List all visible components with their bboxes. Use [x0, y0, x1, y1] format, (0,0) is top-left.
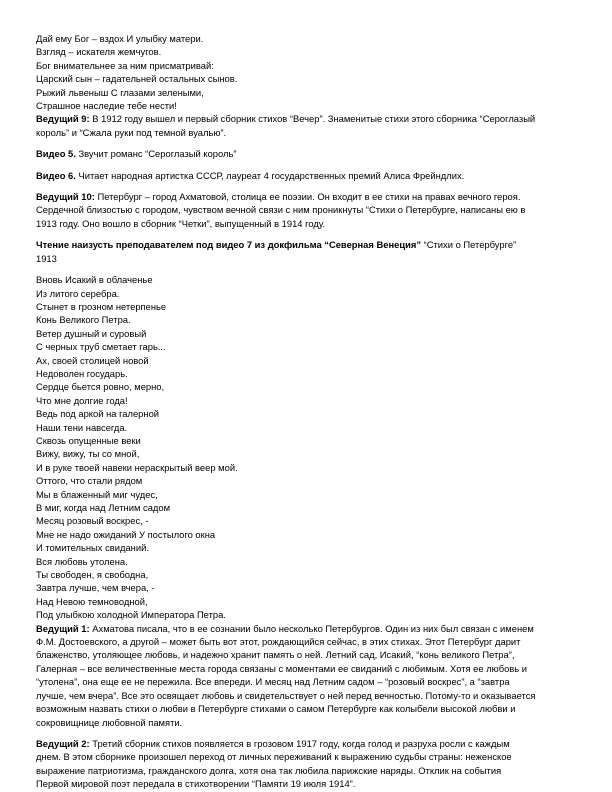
poem-line: Ты свободен, я свободна,	[36, 569, 149, 581]
poem-line: Конь Великого Петра.	[36, 314, 131, 326]
poem-line: Завтра лучше, чем вчера, -	[36, 582, 155, 594]
reading-title: “Стихи о Петербурге”	[421, 239, 517, 251]
reading-year: 1913	[36, 252, 57, 264]
poem-line: Над Невою темноводной,	[36, 595, 148, 607]
reading-bold: Чтение наизусть преподавателем под видео 7 из докфильма “Северная Венеция”	[36, 239, 422, 251]
video5-paragraph	[36, 147, 588, 160]
reading-heading	[36, 238, 588, 265]
paragraph-text: Звучит романс “Сероглазый король”	[75, 148, 237, 160]
video-label: Видео 5.	[36, 148, 76, 160]
paragraph-text: днем. В этом сборнике произошел переход от личных переживаний к выражению судьбы страны: неженское	[36, 751, 512, 763]
poem-line: Вся любовь утолена.	[36, 555, 128, 567]
poem-line: Наши тени навсегда.	[36, 421, 128, 433]
paragraph-text: сокровищнице любовной памяти.	[36, 716, 183, 728]
host10-paragraph	[36, 190, 588, 230]
poem-line: И томительных свиданий.	[36, 542, 149, 554]
poem-line: Сквозь опущенные веки	[36, 434, 141, 446]
poem-line: Что мне долгие года!	[36, 394, 128, 406]
paragraph-text: 1913 году. Оно вошло в сборник “Четки”, выпущенный в 1914 году.	[36, 217, 326, 229]
host9-paragraph	[36, 112, 588, 139]
opening-poem	[36, 32, 588, 112]
speaker-label: Ведущий 1:	[36, 622, 90, 634]
document-page	[36, 32, 588, 791]
paragraph-text: возможным назвать стихи о любви в Петербурге стихами о самом Петербурге как колыбели высокой любви и	[36, 703, 516, 715]
poem-line: Под улыбкою холодной Императора Петра.	[36, 609, 226, 621]
poem-line: Ведь под аркой на галерной	[36, 408, 160, 420]
paragraph-text: выражение патриотизма, гражданского долга, хотя она так любила парижские наряды. Отклик на события	[36, 764, 502, 776]
petersburg-poem	[36, 273, 588, 622]
poem-line: Ах, своей столицей новой	[36, 354, 149, 366]
paragraph-text: Галерная – все величественные места города связаны с моментами ее свиданий с любимым. Хотя ее любовь и	[36, 662, 528, 674]
paragraph-text: Петербург – город Ахматовой, столица ее поэзии. Он входит в ее стихи на правах вечного героя.	[94, 191, 521, 203]
paragraph-text: лучше, чем вчера”. Все это освящает любовь и свидетельствует о ней перед вечностью. Потому-то и оказывается	[36, 689, 536, 701]
paragraph-text: Первой мировой поэт передала в стихотворении “Памяти 19 июля 1914”.	[36, 778, 356, 790]
poem-line: Сердце бьется ровно, мерно,	[36, 381, 165, 393]
poem-line: Из литого серебра.	[36, 287, 120, 299]
poem-line: Ветер душный и суровый	[36, 327, 147, 339]
poem-line: Царский сын – гадательней остальных сынов.	[36, 73, 238, 85]
paragraph-text: Третий сборник стихов появляется в грозовом 1917 году, когда голод и разруха росли с каждым	[89, 737, 510, 749]
poem-line: Мне не надо ожиданий У постылого окна	[36, 528, 216, 540]
poem-line: Страшное наследие тебе нести!	[36, 100, 177, 112]
paragraph-text: блаженство, утоляющее любовь, и надежно хранит память о ней. Летний сад, Исакий, “конь великого Петра”,	[36, 649, 515, 661]
video-label: Видео 6.	[36, 169, 76, 181]
poem-line: В миг, когда над Летним садом	[36, 502, 171, 513]
video6-paragraph	[36, 169, 588, 182]
host2-paragraph	[36, 737, 588, 791]
poem-line: Стынет в грозном нетерпенье	[36, 300, 167, 312]
poem-line: Взгляд – искателя жемчугов.	[36, 46, 162, 58]
poem-line: Вижу, вижу, ты со мной,	[36, 448, 140, 460]
speaker-label: Ведущий 2:	[36, 737, 90, 749]
paragraph-text: В 1912 году вышел и первый сборник стихов “Вечер”. Знаменитые стихи этого сборника “Сероглазый	[89, 113, 536, 125]
poem-line: Недоволен государь.	[36, 367, 128, 379]
host1-paragraph	[36, 622, 588, 729]
poem-line: Месяц розовый воскрес, -	[36, 515, 149, 527]
poem-line: Вновь Исакий в облаченье	[36, 274, 153, 286]
paragraph-text: Ахматова писала, что в ее сознании было несколько Петербургов. Один из них был связан с именем	[89, 622, 534, 634]
poem-line: И в руке твоей навеки нераскрытый веер мой.	[36, 461, 238, 473]
speaker-label: Ведущий 9:	[36, 113, 90, 125]
paragraph-text: король” и “Сжала руки под темной вуалью”.	[36, 126, 227, 138]
poem-line: Мы в блаженный миг чудес,	[36, 488, 158, 500]
poem-line: Рыжий львеныш С глазами зелеными,	[36, 86, 204, 98]
poem-line: Дай ему Бог – вздох И улыбку матери.	[36, 33, 204, 44]
poem-line: Оттого, что стали рядом	[36, 475, 143, 487]
paragraph-text: Ф.М. Достоевского, а другой – может быть вот этот, рождающийся сейчас, в этих стихах. Этот Петербург дарит	[36, 636, 521, 648]
paragraph-text: Сердечной близостью с городом, чувством вечной связи с ним проникнуты “Стихи о Петербурге, написаны ею в	[36, 204, 526, 216]
poem-line: С черных труб сметает гарь...	[36, 341, 166, 353]
paragraph-text: Читает народная артистка СССР, лауреат 4 государственных премий Алиса Фрейндлих.	[75, 169, 465, 181]
paragraph-text: “утолена”, она еще ее не пережила. Все впереди. И месяц над Летним садом – “розовый воскрес”, а “завтра	[36, 676, 510, 688]
speaker-label: Ведущий 10:	[36, 191, 95, 203]
poem-line: Бог внимательнее за ним присматривай:	[36, 59, 214, 71]
